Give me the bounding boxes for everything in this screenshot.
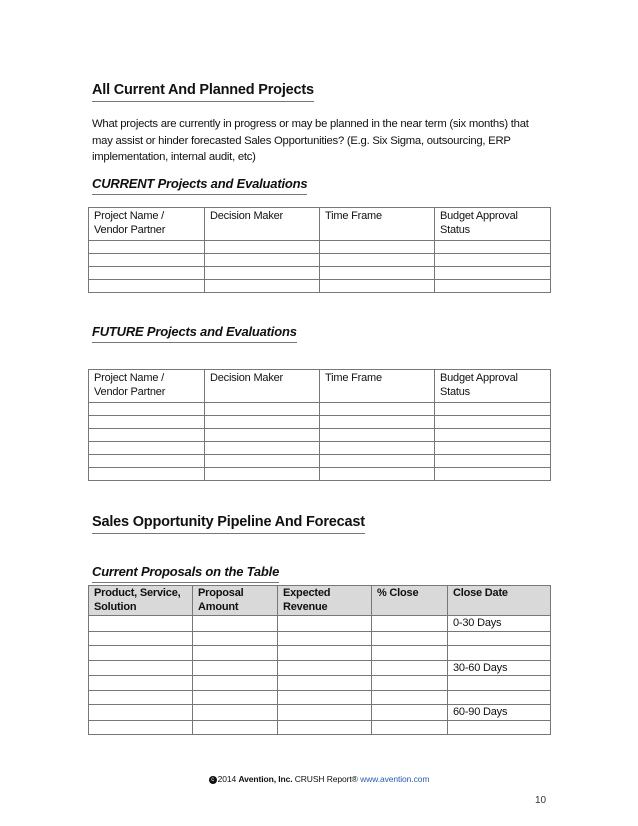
table-header-row bbox=[89, 370, 551, 403]
table-cell[interactable] bbox=[205, 429, 320, 442]
table-cell[interactable] bbox=[320, 429, 435, 442]
table-row bbox=[89, 660, 551, 676]
current-proposals-heading: Current Proposals on the Table bbox=[92, 564, 279, 583]
table-cell[interactable] bbox=[89, 267, 205, 280]
table-cell[interactable] bbox=[89, 468, 205, 481]
close-date-cell[interactable] bbox=[448, 646, 551, 661]
table-cell[interactable] bbox=[193, 660, 278, 676]
table-cell[interactable] bbox=[89, 646, 193, 661]
table-row bbox=[89, 455, 551, 468]
table-row bbox=[89, 442, 551, 455]
table-cell[interactable] bbox=[435, 429, 551, 442]
footer-year: 2014 bbox=[217, 774, 237, 784]
column-header: Budget Approval Status bbox=[435, 370, 551, 403]
footer-company: Avention, Inc. bbox=[238, 774, 293, 784]
table-cell[interactable] bbox=[193, 676, 278, 691]
table-cell[interactable] bbox=[320, 468, 435, 481]
column-header: Time Frame bbox=[320, 208, 435, 241]
table-cell[interactable] bbox=[435, 455, 551, 468]
table-cell[interactable] bbox=[435, 403, 551, 416]
table-cell[interactable] bbox=[193, 646, 278, 661]
table-cell[interactable] bbox=[89, 254, 205, 267]
pipeline-title: Sales Opportunity Pipeline And Forecast bbox=[92, 514, 365, 534]
column-header: Budget Approval Status bbox=[435, 208, 551, 241]
table-cell[interactable] bbox=[205, 468, 320, 481]
table-cell[interactable] bbox=[193, 690, 278, 705]
table-cell[interactable] bbox=[89, 442, 205, 455]
table-cell[interactable] bbox=[435, 241, 551, 254]
table-cell[interactable] bbox=[193, 616, 278, 632]
table-cell[interactable] bbox=[372, 690, 448, 705]
table-cell[interactable] bbox=[320, 280, 435, 293]
table-cell[interactable] bbox=[278, 676, 372, 691]
close-date-cell[interactable] bbox=[448, 690, 551, 705]
table-cell[interactable] bbox=[205, 442, 320, 455]
table-cell[interactable] bbox=[320, 442, 435, 455]
column-header: Close Date bbox=[448, 586, 551, 616]
close-date-cell[interactable] bbox=[448, 631, 551, 646]
current-proposals-table bbox=[88, 585, 551, 735]
table-cell[interactable] bbox=[372, 705, 448, 721]
close-date-cell[interactable]: 30-60 Days bbox=[448, 660, 551, 676]
column-header: Project Name / Vendor Partner bbox=[89, 370, 205, 403]
table-cell[interactable] bbox=[89, 429, 205, 442]
table-cell[interactable] bbox=[372, 660, 448, 676]
table-row bbox=[89, 676, 551, 691]
future-projects-table bbox=[88, 369, 551, 481]
table-row bbox=[89, 280, 551, 293]
column-header: Product, Service, Solution bbox=[89, 586, 193, 616]
table-cell[interactable] bbox=[193, 720, 278, 735]
table-cell[interactable] bbox=[205, 254, 320, 267]
table-row bbox=[89, 631, 551, 646]
table-cell[interactable] bbox=[435, 442, 551, 455]
table-cell[interactable] bbox=[278, 705, 372, 721]
table-cell[interactable] bbox=[278, 646, 372, 661]
column-header: Project Name / Vendor Partner bbox=[89, 208, 205, 241]
table-row bbox=[89, 720, 551, 735]
close-date-cell[interactable]: 60-90 Days bbox=[448, 705, 551, 721]
close-date-cell[interactable] bbox=[448, 676, 551, 691]
table-cell[interactable] bbox=[205, 455, 320, 468]
column-header: Decision Maker bbox=[205, 208, 320, 241]
table-cell[interactable] bbox=[193, 705, 278, 721]
table-row bbox=[89, 403, 551, 416]
table-cell[interactable] bbox=[89, 416, 205, 429]
table-row bbox=[89, 241, 551, 254]
table-cell[interactable] bbox=[372, 631, 448, 646]
table-row bbox=[89, 646, 551, 661]
table-cell[interactable] bbox=[320, 267, 435, 280]
future-projects-heading: FUTURE Projects and Evaluations bbox=[92, 324, 297, 343]
column-header: Time Frame bbox=[320, 370, 435, 403]
table-cell[interactable] bbox=[205, 416, 320, 429]
table-cell[interactable] bbox=[320, 403, 435, 416]
copyright-icon: c bbox=[209, 776, 217, 784]
table-row bbox=[89, 705, 551, 721]
table-cell[interactable] bbox=[89, 241, 205, 254]
table-row bbox=[89, 267, 551, 280]
table-cell[interactable] bbox=[435, 267, 551, 280]
table-cell[interactable] bbox=[205, 267, 320, 280]
table-cell[interactable] bbox=[278, 616, 372, 632]
table-row bbox=[89, 616, 551, 632]
table-cell[interactable] bbox=[372, 616, 448, 632]
table-cell[interactable] bbox=[89, 676, 193, 691]
column-header: Expected Revenue bbox=[278, 586, 372, 616]
page-number: 10 bbox=[535, 795, 547, 806]
table-cell[interactable] bbox=[320, 241, 435, 254]
table-cell[interactable] bbox=[89, 616, 193, 632]
table-cell[interactable] bbox=[435, 254, 551, 267]
table-cell[interactable] bbox=[205, 403, 320, 416]
table-cell[interactable] bbox=[89, 705, 193, 721]
table-header-row bbox=[89, 586, 551, 616]
table-row bbox=[89, 416, 551, 429]
table-cell[interactable] bbox=[278, 720, 372, 735]
table-cell[interactable] bbox=[320, 254, 435, 267]
footer-product: CRUSH Report® bbox=[294, 774, 358, 784]
table-cell[interactable] bbox=[89, 690, 193, 705]
table-header-row bbox=[89, 208, 551, 241]
table-cell[interactable] bbox=[278, 631, 372, 646]
current-projects-table bbox=[88, 207, 551, 293]
table-cell[interactable] bbox=[278, 690, 372, 705]
table-cell[interactable] bbox=[205, 241, 320, 254]
table-cell[interactable] bbox=[372, 676, 448, 691]
table-row bbox=[89, 690, 551, 705]
table-cell[interactable] bbox=[435, 280, 551, 293]
footer bbox=[0, 774, 638, 784]
table-row bbox=[89, 254, 551, 267]
table-cell[interactable] bbox=[89, 403, 205, 416]
table-cell[interactable] bbox=[372, 646, 448, 661]
table-cell[interactable] bbox=[320, 455, 435, 468]
table-row bbox=[89, 468, 551, 481]
table-row bbox=[89, 429, 551, 442]
column-header: Decision Maker bbox=[205, 370, 320, 403]
page-title: All Current And Planned Projects bbox=[92, 82, 314, 102]
close-date-cell[interactable]: 0-30 Days bbox=[448, 616, 551, 632]
current-projects-heading: CURRENT Projects and Evaluations bbox=[92, 176, 307, 195]
footer-link[interactable]: www.avention.com bbox=[360, 774, 430, 784]
table-cell[interactable] bbox=[372, 720, 448, 735]
table-cell[interactable] bbox=[205, 280, 320, 293]
table-cell[interactable] bbox=[89, 660, 193, 676]
close-date-cell[interactable] bbox=[448, 720, 551, 735]
column-header: % Close bbox=[372, 586, 448, 616]
table-cell[interactable] bbox=[278, 660, 372, 676]
intro-text: What projects are currently in progress or may be planned in the near term (six months) that may assist or hinder forecasted Sales Opportunities? (E.g. Six Sigma, outsourcing, ERP implementation, internal audit, etc) bbox=[92, 118, 529, 163]
table-cell[interactable] bbox=[320, 416, 435, 429]
table-cell[interactable] bbox=[89, 720, 193, 735]
column-header: Proposal Amount bbox=[193, 586, 278, 616]
table-cell[interactable] bbox=[89, 631, 193, 646]
table-cell[interactable] bbox=[435, 416, 551, 429]
table-cell[interactable] bbox=[435, 468, 551, 481]
table-cell[interactable] bbox=[89, 455, 205, 468]
table-cell[interactable] bbox=[193, 631, 278, 646]
table-cell[interactable] bbox=[89, 280, 205, 293]
